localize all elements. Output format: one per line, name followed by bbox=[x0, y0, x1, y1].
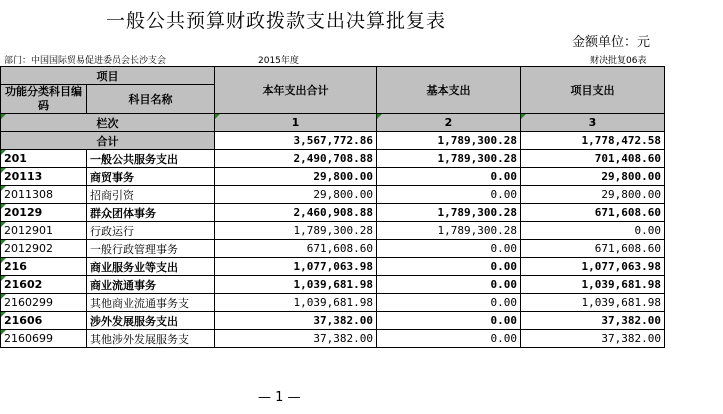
row-project[interactable]: 29,800.00 bbox=[521, 168, 665, 186]
table-row bbox=[1, 204, 665, 222]
row-project[interactable]: 29,800.00 bbox=[521, 186, 665, 204]
header-total[interactable]: 本年支出合计 bbox=[215, 67, 377, 114]
table-row bbox=[1, 276, 665, 294]
table-row bbox=[1, 150, 665, 168]
amount-unit: 金额单位：元 bbox=[572, 35, 651, 50]
column-index-2[interactable]: 2 bbox=[377, 114, 521, 132]
header-func-code[interactable]: 功能分类科目编码 bbox=[1, 85, 87, 114]
table-row bbox=[1, 258, 665, 276]
row-basic[interactable]: 1,789,300.28 bbox=[377, 204, 521, 222]
row-total[interactable]: 37,382.00 bbox=[215, 312, 377, 330]
row-code[interactable]: 2012901 bbox=[1, 222, 87, 240]
row-code[interactable]: 21606 bbox=[1, 312, 87, 330]
header-project-expense[interactable]: 项目支出 bbox=[521, 67, 665, 114]
expenditure-table bbox=[0, 66, 665, 348]
header-project[interactable]: 项目 bbox=[1, 67, 215, 85]
year-label: 2015年度 bbox=[258, 56, 299, 66]
row-total[interactable]: 1,039,681.98 bbox=[215, 294, 377, 312]
row-name[interactable]: 行政运行 bbox=[87, 222, 215, 240]
row-project[interactable]: 671,608.60 bbox=[521, 204, 665, 222]
row-project[interactable]: 1,039,681.98 bbox=[521, 294, 665, 312]
row-total[interactable]: 1,789,300.28 bbox=[215, 222, 377, 240]
row-name[interactable]: 商业流通事务 bbox=[87, 276, 215, 294]
row-name[interactable]: 涉外发展服务支出 bbox=[87, 312, 215, 330]
row-basic[interactable]: 0.00 bbox=[377, 276, 521, 294]
row-basic[interactable]: 0.00 bbox=[377, 258, 521, 276]
form-number: 财决批复06表 bbox=[590, 56, 647, 66]
row-basic[interactable]: 0.00 bbox=[377, 168, 521, 186]
row-code[interactable]: 2012902 bbox=[1, 240, 87, 258]
row-total[interactable]: 29,800.00 bbox=[215, 186, 377, 204]
row-basic[interactable]: 0.00 bbox=[377, 330, 521, 348]
row-basic[interactable]: 0.00 bbox=[377, 312, 521, 330]
total-amount[interactable]: 3,567,772.86 bbox=[215, 132, 377, 150]
total-label[interactable]: 合计 bbox=[1, 132, 215, 150]
table-row bbox=[1, 312, 665, 330]
column-index-1[interactable]: 1 bbox=[215, 114, 377, 132]
row-project[interactable]: 37,382.00 bbox=[521, 330, 665, 348]
row-total[interactable]: 2,460,908.88 bbox=[215, 204, 377, 222]
row-code[interactable]: 2160699 bbox=[1, 330, 87, 348]
row-total[interactable]: 671,608.60 bbox=[215, 240, 377, 258]
row-basic[interactable]: 0.00 bbox=[377, 294, 521, 312]
table-row bbox=[1, 330, 665, 348]
row-project[interactable]: 701,408.60 bbox=[521, 150, 665, 168]
page-number: — 1 — bbox=[258, 390, 301, 405]
total-project[interactable]: 1,778,472.58 bbox=[521, 132, 665, 150]
department-label: 部门：中国国际贸易促进委员会长沙支会 bbox=[4, 56, 167, 66]
row-name[interactable]: 其他涉外发展服务支 bbox=[87, 330, 215, 348]
column-index-label[interactable]: 栏次 bbox=[1, 114, 215, 132]
total-basic[interactable]: 1,789,300.28 bbox=[377, 132, 521, 150]
page-title: 一般公共预算财政拨款支出决算批复表 bbox=[105, 10, 446, 32]
row-project[interactable]: 671,608.60 bbox=[521, 240, 665, 258]
row-name[interactable]: 群众团体事务 bbox=[87, 204, 215, 222]
row-code[interactable]: 20113 bbox=[1, 168, 87, 186]
column-index-3[interactable]: 3 bbox=[521, 114, 665, 132]
header-basic[interactable]: 基本支出 bbox=[377, 67, 521, 114]
row-code[interactable]: 21602 bbox=[1, 276, 87, 294]
table-row bbox=[1, 294, 665, 312]
row-name[interactable]: 商贸事务 bbox=[87, 168, 215, 186]
row-total[interactable]: 37,382.00 bbox=[215, 330, 377, 348]
row-total[interactable]: 2,490,708.88 bbox=[215, 150, 377, 168]
row-total[interactable]: 1,077,063.98 bbox=[215, 258, 377, 276]
row-name[interactable]: 一般行政管理事务 bbox=[87, 240, 215, 258]
header-subject-name[interactable]: 科目名称 bbox=[87, 85, 215, 114]
row-code[interactable]: 2011308 bbox=[1, 186, 87, 204]
column-index-row bbox=[1, 114, 665, 132]
total-row bbox=[1, 132, 665, 150]
table-row bbox=[1, 222, 665, 240]
row-basic[interactable]: 1,789,300.28 bbox=[377, 222, 521, 240]
row-basic[interactable]: 1,789,300.28 bbox=[377, 150, 521, 168]
row-project[interactable]: 1,077,063.98 bbox=[521, 258, 665, 276]
row-name[interactable]: 一般公共服务支出 bbox=[87, 150, 215, 168]
row-code[interactable]: 201 bbox=[1, 150, 87, 168]
row-basic[interactable]: 0.00 bbox=[377, 240, 521, 258]
row-code[interactable]: 20129 bbox=[1, 204, 87, 222]
row-name[interactable]: 其他商业流通事务支 bbox=[87, 294, 215, 312]
row-total[interactable]: 1,039,681.98 bbox=[215, 276, 377, 294]
row-project[interactable]: 0.00 bbox=[521, 222, 665, 240]
row-name[interactable]: 招商引资 bbox=[87, 186, 215, 204]
row-total[interactable]: 29,800.00 bbox=[215, 168, 377, 186]
header-row bbox=[1, 67, 665, 85]
table-row bbox=[1, 240, 665, 258]
row-code[interactable]: 216 bbox=[1, 258, 87, 276]
table-row bbox=[1, 186, 665, 204]
row-code[interactable]: 2160299 bbox=[1, 294, 87, 312]
row-name[interactable]: 商业服务业等支出 bbox=[87, 258, 215, 276]
table-row bbox=[1, 168, 665, 186]
row-project[interactable]: 37,382.00 bbox=[521, 312, 665, 330]
row-project[interactable]: 1,039,681.98 bbox=[521, 276, 665, 294]
row-basic[interactable]: 0.00 bbox=[377, 186, 521, 204]
